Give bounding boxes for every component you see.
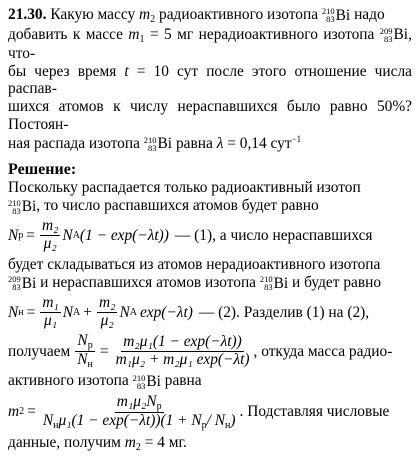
problem-text: ная распада изотопа: [8, 134, 140, 152]
isotope-charge: 83: [136, 380, 146, 391]
symbol-sub: р: [156, 400, 162, 412]
symbol-na: N: [62, 303, 74, 321]
symbol-sub: р: [87, 340, 93, 352]
symbol-sub: A: [72, 230, 80, 242]
isotope-bi209: [380, 26, 408, 44]
symbol-sub: A: [73, 306, 81, 318]
solution-text: , откуда масса радио-: [253, 342, 393, 360]
fraction-denominator: m₁μ₂ + m₂μ₁ exp(−λt): [115, 351, 250, 369]
equation-label: — (2). Разделив (1) на (2),: [198, 303, 370, 321]
fraction-np-nn: [75, 333, 95, 370]
symbol-sub: 2: [150, 14, 156, 25]
solution-text: и нераспавшихся атомов изотопа: [40, 273, 257, 291]
problem-text: шихся атомов к числу нераспавшихся было равно 50%? Постоян-: [8, 98, 412, 133]
isotope-mass: 210: [8, 197, 21, 208]
fraction-denominator: ): [230, 411, 236, 429]
isotope-bi209: [8, 275, 36, 293]
fraction-ratio-expression: [114, 334, 252, 369]
solution-text: и будет равно: [292, 273, 382, 291]
problem-line-4: [8, 98, 412, 133]
solution-line-5: [8, 372, 412, 390]
operator-plus: +: [83, 303, 92, 321]
symbol-sub: р: [201, 419, 207, 431]
solution-text: , то число распавшихся атомов будет равно: [36, 197, 319, 215]
problem-text: бы через время: [8, 62, 117, 80]
solution-text: получаем: [8, 342, 71, 360]
solution-line-3: [8, 256, 412, 274]
symbol-nn: N: [42, 411, 54, 429]
symbol-sub: 1: [139, 33, 145, 45]
isotope-mass: 210: [259, 274, 273, 285]
value-lambda: = 0,14 сут: [227, 134, 292, 152]
symbol-sub: н: [53, 419, 59, 431]
fraction-m1-mu1: [40, 295, 60, 330]
symbol-sub: 2: [135, 441, 141, 453]
symbol-sub: A: [129, 306, 137, 318]
equation-label: — (1), а число нераспавшихся: [174, 226, 373, 244]
symbol-sub: 2: [19, 406, 25, 418]
decay-factor: (1 − exp(−λt)): [79, 226, 169, 244]
isotope-symbol: Bi: [21, 197, 37, 215]
isotope-bi210: [133, 373, 161, 391]
isotope-charge: 83: [12, 282, 21, 293]
isotope-bi210: [144, 135, 172, 153]
problem-line-3: [8, 63, 412, 98]
solution-text: равна: [164, 372, 202, 390]
solution-text: активного изотопа: [8, 372, 129, 390]
isotope-symbol: Bi: [21, 274, 37, 292]
fraction-denominator: μ₁: [44, 312, 58, 330]
problem-line-2: [8, 26, 412, 63]
fraction-numerator: m₂: [41, 217, 59, 235]
fraction-numerator: m₂μ₁(1 − exp(−λt)): [123, 333, 242, 351]
symbol-np: N: [8, 226, 19, 244]
symbol-sub: н: [18, 306, 24, 318]
result-value: = 4 мг.: [144, 433, 187, 451]
problem-line-1: [8, 6, 412, 26]
equation-3: получаем $\frac{N_р}{N_н}$ = $\frac{\text{m₂μ₁(1 − exp(−λt))}}{\text{m₁μ₂ + m₂μ₁ exp(−λt)}}$ , откуда масса радио-: [8, 332, 393, 371]
isotope-symbol: Bi: [273, 274, 289, 292]
isotope-mass: 209: [8, 274, 21, 285]
symbol-sub: н: [87, 359, 93, 371]
fraction-denominator: μ₁(1 − exp(−λt))(1 + N: [58, 411, 202, 429]
symbol-m2: m: [139, 6, 151, 23]
solution-text: будет складываться из атомов нерадиоактивного изотопа: [8, 256, 381, 274]
isotope-bi210: [8, 198, 36, 216]
fraction-m2-mu2: [40, 218, 60, 253]
problem-line-5: [8, 134, 412, 153]
isotope-charge: 83: [326, 14, 335, 25]
problem-text: радиоактивного изотопа: [159, 6, 319, 23]
symbol-sub: р: [18, 230, 24, 242]
isotope-mass: 209: [379, 25, 393, 36]
symbol-t: t: [124, 62, 129, 80]
fraction-denominator: / N: [206, 411, 226, 429]
fraction-numerator: m₁: [42, 294, 59, 312]
solution-text: Поскольку распадается только радиоактивный изотоп: [8, 179, 361, 197]
isotope-symbol: Bi: [146, 372, 161, 390]
solution-line-1: [8, 179, 412, 197]
problem-text: надо: [354, 6, 385, 23]
isotope-charge: 83: [148, 143, 157, 154]
symbol-sub: н: [225, 419, 231, 431]
isotope-mass: 210: [321, 6, 335, 17]
solution-line-2: [8, 197, 412, 215]
fraction-numerator: m₁μ₂N: [116, 392, 157, 410]
problem-text: нерадиоактивного изотопа: [198, 25, 375, 43]
solution-line-6: [8, 434, 412, 454]
symbol-na: N: [62, 226, 73, 244]
fraction-m2-mu2: [97, 295, 117, 330]
symbol-m1: m: [128, 25, 140, 43]
solution-heading: Решение:: [8, 160, 77, 178]
isotope-charge: 83: [12, 205, 21, 216]
problem-text: , что-: [8, 25, 412, 62]
equation-2: N н = $\frac{\text{m₁}}{\text{μ₁}}$ N A + $\frac{\text{m₂}}{\text{μ₂}}$ N A exp(−λt) — (2). Разделив (1) на (2),: [8, 294, 370, 330]
isotope-bi210: [322, 7, 350, 25]
isotope-symbol: Bi: [335, 6, 351, 24]
solution-line-4: [8, 274, 412, 292]
isotope-symbol: Bi: [157, 135, 173, 153]
isotope-symbol: Bi: [393, 26, 409, 44]
isotope-mass: 210: [143, 135, 157, 146]
fraction-numerator: m₂: [98, 294, 116, 312]
fraction-denominator: μ₂: [100, 312, 114, 330]
symbol-nn: N: [8, 303, 19, 321]
symbol-m2: m: [8, 403, 20, 421]
problem-text: равна: [175, 134, 213, 152]
unit-exponent: −1: [291, 133, 302, 144]
solution-text: . Подставляя числовые: [239, 403, 390, 421]
isotope-charge: 83: [384, 33, 393, 44]
isotope-bi210: [260, 275, 288, 293]
exp-term: exp(−λt): [139, 303, 193, 321]
isotope-mass: 210: [132, 372, 146, 383]
equation-1: N р = $\frac{\text{m₂}}{\text{μ₂}}$ N A (1 − exp(−λt)) — (1), а число нераспавшихся: [8, 217, 373, 253]
symbol-lambda: λ: [216, 134, 224, 152]
symbol-na: N: [119, 303, 130, 321]
symbol-np: N: [77, 332, 88, 350]
fraction-m2-result: [41, 394, 238, 431]
problem-text: Какую массу: [50, 6, 136, 23]
problem-text: добавить к массе: [8, 25, 123, 43]
solution-text: данные, получим: [8, 433, 121, 451]
fraction-denominator: μ₂: [43, 235, 57, 253]
problem-number: 21.30.: [8, 6, 47, 23]
symbol-nn: N: [77, 351, 88, 369]
value-t: = 10 сут: [136, 62, 199, 80]
symbol-m2: m: [124, 433, 136, 451]
equation-4: m 2 = $\frac{m_1\mu_2N_р}{N_н\mu_1(1 - \exp(-\lambda t))(1 + N_р/ N_н)}$ . Подставляя числовые: [8, 392, 390, 431]
isotope-charge: 83: [264, 282, 273, 293]
value-m1: = 5 мг: [149, 25, 194, 43]
problem-text: после этого отношение числа распав-: [8, 62, 412, 98]
